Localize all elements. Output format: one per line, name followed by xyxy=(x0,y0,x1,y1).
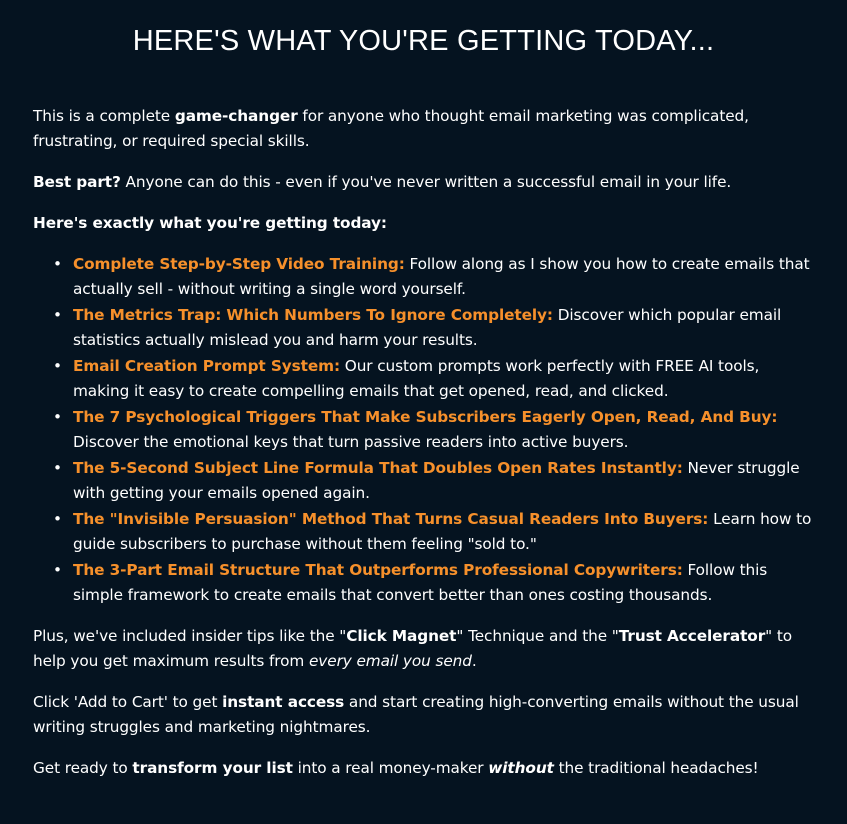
instant-access-label: instant access xyxy=(222,693,345,711)
feature-item xyxy=(53,303,818,353)
plus-paragraph xyxy=(33,624,818,674)
feature-title: The 5-Second Subject Line Formula That Doubles Open Rates Instantly: xyxy=(73,459,683,477)
feature-title: The 3-Part Email Structure That Outperforms Professional Copywriters: xyxy=(73,561,683,579)
cta-text-1: Click 'Add to Cart' to get xyxy=(33,693,223,711)
without-emphasis: without xyxy=(488,759,554,777)
bullet-icon: • xyxy=(53,459,62,477)
intro-text-pre: This is a complete xyxy=(33,107,175,125)
feature-text: Discover the emotional keys that turn passive readers into active buyers. xyxy=(73,433,629,451)
intro-bold: game-changer xyxy=(174,107,298,125)
feature-title: The 7 Psychological Triggers That Make Subscribers Eagerly Open, Read, And Buy: xyxy=(73,408,778,426)
feature-text: Never struggle with getting your emails opened again. xyxy=(73,459,800,502)
cta-paragraph xyxy=(33,690,818,740)
feature-item xyxy=(53,405,818,455)
plus-text-1: Plus, we've included insider tips like the " xyxy=(33,627,347,645)
feature-text: Learn how to guide subscribers to purchase without them feeling "sold to." xyxy=(73,510,812,553)
cta-text-2: and start creating high-converting emails without the usual writing struggles and marketing nightmares. xyxy=(33,693,799,736)
closing-paragraph xyxy=(33,756,818,781)
closing-text-1: Get ready to xyxy=(33,759,133,777)
feature-text: Follow along as I show you how to create emails that actually sell - without writing a single word yourself. xyxy=(73,255,810,298)
bullet-icon: • xyxy=(53,408,62,426)
bullet-icon: • xyxy=(53,357,62,375)
list-heading: Here's exactly what you're getting today: xyxy=(33,214,387,232)
bullet-icon: • xyxy=(53,510,62,528)
transform-label: transform your list xyxy=(132,759,293,777)
best-part-paragraph xyxy=(33,170,818,195)
feature-item xyxy=(53,354,818,404)
plus-text-2: " Technique and the " xyxy=(456,627,619,645)
closing-text-3: the traditional headaches! xyxy=(553,759,759,777)
closing-text-2: into a real money-maker xyxy=(292,759,489,777)
trust-accelerator-label: Trust Accelerator xyxy=(618,627,766,645)
feature-text: Discover which popular email statistics actually mislead you and harm your results. xyxy=(73,306,782,349)
plus-text-3: " to help you get maximum results from xyxy=(33,627,793,670)
best-part-label: Best part? xyxy=(33,173,121,191)
click-magnet-label: Click Magnet xyxy=(346,627,457,645)
bullet-icon: • xyxy=(53,255,62,273)
best-part-text: Anyone can do this - even if you've never written a successful email in your life. xyxy=(120,173,732,191)
feature-item xyxy=(53,456,818,506)
feature-title: The "Invisible Persuasion" Method That Turns Casual Readers Into Buyers: xyxy=(73,510,709,528)
list-heading-paragraph xyxy=(33,211,818,236)
feature-item xyxy=(53,252,818,302)
feature-item xyxy=(53,558,818,608)
section-title: HERE'S WHAT YOU'RE GETTING TODAY... xyxy=(132,25,715,57)
bullet-icon: • xyxy=(53,561,62,579)
intro-paragraph xyxy=(33,104,818,154)
feature-list xyxy=(33,252,818,608)
feature-title: The Metrics Trap: Which Numbers To Ignore Completely: xyxy=(73,306,553,324)
feature-text: Our custom prompts work perfectly with FREE AI tools, making it easy to create compelling emails that get opened, read, and clicked. xyxy=(73,357,760,400)
feature-title: Complete Step-by-Step Video Training: xyxy=(73,255,405,273)
plus-italic: every email you send xyxy=(309,652,472,670)
plus-text-4: . xyxy=(471,652,477,670)
feature-item xyxy=(53,507,818,557)
intro-text-post: for anyone who thought email marketing was complicated, frustrating, or required special skills. xyxy=(33,107,749,150)
feature-title: Email Creation Prompt System: xyxy=(73,357,340,375)
feature-text: Follow this simple framework to create emails that convert better than ones costing thousands. xyxy=(73,561,768,604)
bullet-icon: • xyxy=(53,306,62,324)
section-content xyxy=(33,104,818,797)
